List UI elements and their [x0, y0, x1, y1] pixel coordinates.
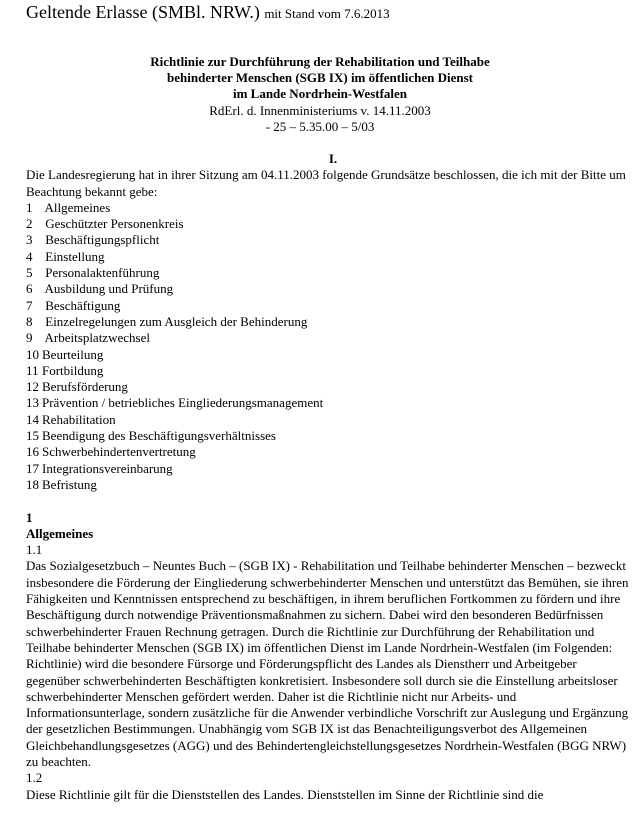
- toc-item-label: Integrationsvereinbarung: [42, 460, 173, 476]
- header-status: mit Stand vom 7.6.2013: [264, 6, 390, 21]
- toc-item: [26, 216, 630, 232]
- table-of-contents: [26, 200, 630, 493]
- toc-item-label: Allgemeines: [44, 199, 111, 215]
- subsection-paragraph: Das Sozialgesetzbuch – Neuntes Buch – (SGB IX) - Rehabilitation und Teilhabe behinderter Menschen – bezweckt insbesondere die Förderung der Eingliederung schwerbehinderter Menschen und unterstützt das Bemühen, sie ihren Fähigkeiten und Kenntnissen entsprechend zu beschäftigen, in ihrem beruflichen Fortkommen zu fördern und ihre Beschäftigung durch notwendige Präventionsmaßnahmen zu sichern. Dabei wird den besonderen Bedürfnissen schwerbehinderter Frauen Rechnung getragen. Durch die Richtlinie zur Durchführung der Rehabilitation und Teilhabe behinderter Menschen (SGB IX) im öffentlichen Dienst im Lande Nordrhein-Westfalen (im Folgenden: Richtlinie) wird die besondere Fürsorge und Förderungspflicht des Landes als Dienstherr und Arbeitgeber gegenüber schwerbehinderten Beschäftigten konkretisiert. Insbesondere soll durch sie die Einstellung arbeitsloser schwerbehinderter Menschen gefördert werden. Daher ist die Richtlinie nicht nur Arbeits- und Informationsunterlage, sondern zusätzliche für die Anwender verbindliche Vorschrift zur Auslegung und Ergänzung der gesetzlichen Bestimmungen. Unabhängig vom SGB IX ist das Benachteiligungsverbot des Allgemeinen Gleichbehandlungsgesetzes (AGG) und des Behindertengleichstellungsgesetzes Nordrhein-Westfalen (BGG NRW) zu beachten.: [26, 558, 629, 769]
- toc-item: [26, 281, 630, 297]
- toc-item-label: Beschäftigungspflicht: [45, 232, 160, 248]
- toc-item: [26, 395, 630, 411]
- toc-item-number: 4: [26, 248, 33, 264]
- section-mark: I.: [328, 151, 338, 166]
- toc-item-label: Personalaktenführung: [45, 265, 160, 281]
- header-title: Geltende Erlasse (SMBl. NRW.): [26, 2, 260, 22]
- toc-item-label: Ausbildung und Prüfung: [44, 281, 174, 297]
- toc-item-number: 18: [26, 476, 39, 492]
- toc-item-number: 14: [26, 411, 39, 427]
- toc-item: [26, 298, 630, 314]
- toc-item: [26, 477, 630, 493]
- toc-item: [26, 412, 630, 428]
- toc-item-label: Geschützter Personenkreis: [45, 216, 184, 232]
- document-header: [26, 0, 390, 26]
- toc-item-label: Fortbildung: [42, 362, 104, 378]
- toc-item: [26, 444, 630, 460]
- toc-item: [26, 314, 630, 330]
- toc-item-number: 10: [26, 346, 39, 362]
- subsection-paragraph: Diese Richtlinie gilt für die Dienststellen des Landes. Dienststellen im Sinne der Richtlinie sind die: [26, 786, 544, 802]
- toc-item-number: 13: [26, 395, 39, 411]
- title-line-3: im Lande Nordrhein-Westfalen: [232, 86, 408, 102]
- toc-item: [26, 330, 630, 346]
- toc-item-number: 12: [26, 379, 39, 395]
- toc-item-number: 5: [26, 265, 33, 281]
- subsection-number: 1.2: [26, 770, 43, 786]
- toc-item-label: Befristung: [42, 476, 97, 492]
- toc-item-label: Beschäftigung: [45, 297, 121, 313]
- section-title: Allgemeines: [26, 525, 94, 541]
- title-line-1: Richtlinie zur Durchführung der Rehabilitation und Teilhabe: [150, 54, 490, 69]
- subsection-number: 1.1: [26, 542, 43, 558]
- toc-item-label: Schwerbehindertenvertretung: [42, 444, 196, 460]
- toc-item-number: 3: [26, 232, 33, 248]
- toc-item: [26, 249, 630, 265]
- toc-item-number: 17: [26, 460, 39, 476]
- toc-item-label: Beurteilung: [42, 346, 104, 362]
- toc-item: [26, 461, 630, 477]
- toc-item: [26, 428, 630, 444]
- reference-line: - 25 – 5.35.00 – 5/03: [265, 118, 375, 134]
- toc-item: [26, 347, 630, 363]
- toc-item-label: Einzelregelungen zum Ausgleich der Behinderung: [45, 313, 308, 329]
- toc-item: [26, 379, 630, 395]
- toc-item-number: 9: [26, 330, 33, 346]
- toc-item: [26, 265, 630, 281]
- toc-item-number: 8: [26, 313, 33, 329]
- toc-item-label: Rehabilitation: [42, 411, 116, 427]
- decree-line: RdErl. d. Innenministeriums v. 14.11.2003: [209, 102, 431, 118]
- toc-item-number: 6: [26, 281, 33, 297]
- document-body: [26, 151, 630, 803]
- toc-item-label: Einstellung: [45, 248, 105, 264]
- title-line-2: behinderter Menschen (SGB IX) im öffentlichen Dienst: [167, 70, 473, 86]
- spacer: [26, 493, 630, 509]
- toc-item-label: Berufsförderung: [42, 379, 128, 395]
- toc-item-number: 2: [26, 216, 33, 232]
- toc-item-label: Arbeitsplatzwechsel: [44, 330, 150, 346]
- toc-item-number: 15: [26, 428, 39, 444]
- toc-item-label: Prävention / betriebliches Eingliederungsmanagement: [42, 395, 324, 411]
- toc-item-number: 11: [26, 362, 39, 378]
- toc-item-number: 1: [26, 199, 33, 215]
- toc-item: [26, 200, 630, 216]
- toc-item-number: 7: [26, 297, 33, 313]
- intro-paragraph: Die Landesregierung hat in ihrer Sitzung am 04.11.2003 folgende Grundsätze beschlossen, die ich mit der Bitte um Beachtung bekannt gebe:: [26, 167, 626, 199]
- toc-item-label: Beendigung des Beschäftigungsverhältnisses: [42, 428, 276, 444]
- toc-item: [26, 232, 630, 248]
- title-block: [0, 54, 640, 135]
- section-number: 1: [26, 509, 33, 525]
- toc-item-number: 16: [26, 444, 39, 460]
- toc-item: [26, 363, 630, 379]
